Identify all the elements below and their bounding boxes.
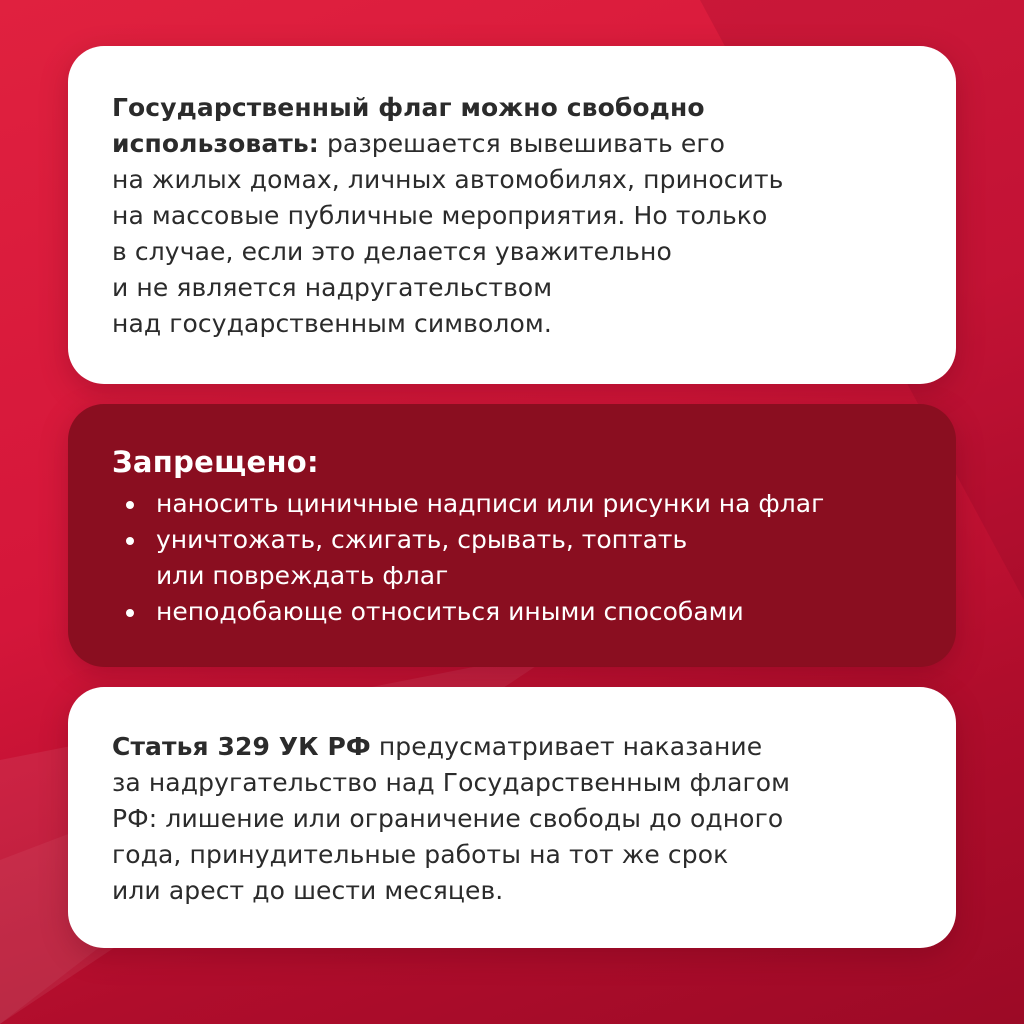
penalty-lead-bold: Статья 329 УК РФ [112, 732, 371, 761]
list-item-text: уничтожать, сжигать, срывать, топтать или повреждать флаг [156, 525, 688, 590]
list-item-text: неподобающе относиться иными способами [156, 597, 744, 626]
bullet-icon [126, 501, 134, 509]
list-item [112, 522, 912, 594]
penalty-paragraph [112, 729, 912, 909]
penalty-lead-text: предусматривает наказание за надругательство над Государственным флагом РФ: лишение или ограничение свободы до одного года, принудительные работы на тот же срок или арест до шести месяцев. [112, 732, 791, 905]
usage-paragraph [112, 90, 912, 342]
info-card-usage [68, 46, 956, 384]
list-item [112, 594, 912, 630]
bullet-icon [126, 609, 134, 617]
prohibited-heading: Запрещено: [112, 445, 319, 479]
usage-lead-text: разрешается вывешивать его на жилых домах, личных автомобилях, приносить на массовые публичные мероприятия. Но только в случае, если это делается уважительно и не является надругательством над государственным символом. [112, 129, 784, 338]
bullet-icon [126, 537, 134, 545]
list-item-text: наносить циничные надписи или рисунки на флаг [156, 489, 825, 518]
list-item [112, 486, 912, 522]
prohibited-list [112, 486, 912, 630]
info-card-penalty [68, 687, 956, 948]
usage-lead-bold: Государственный флаг можно свободно использовать: [112, 93, 705, 158]
info-card-prohibited [68, 404, 956, 667]
